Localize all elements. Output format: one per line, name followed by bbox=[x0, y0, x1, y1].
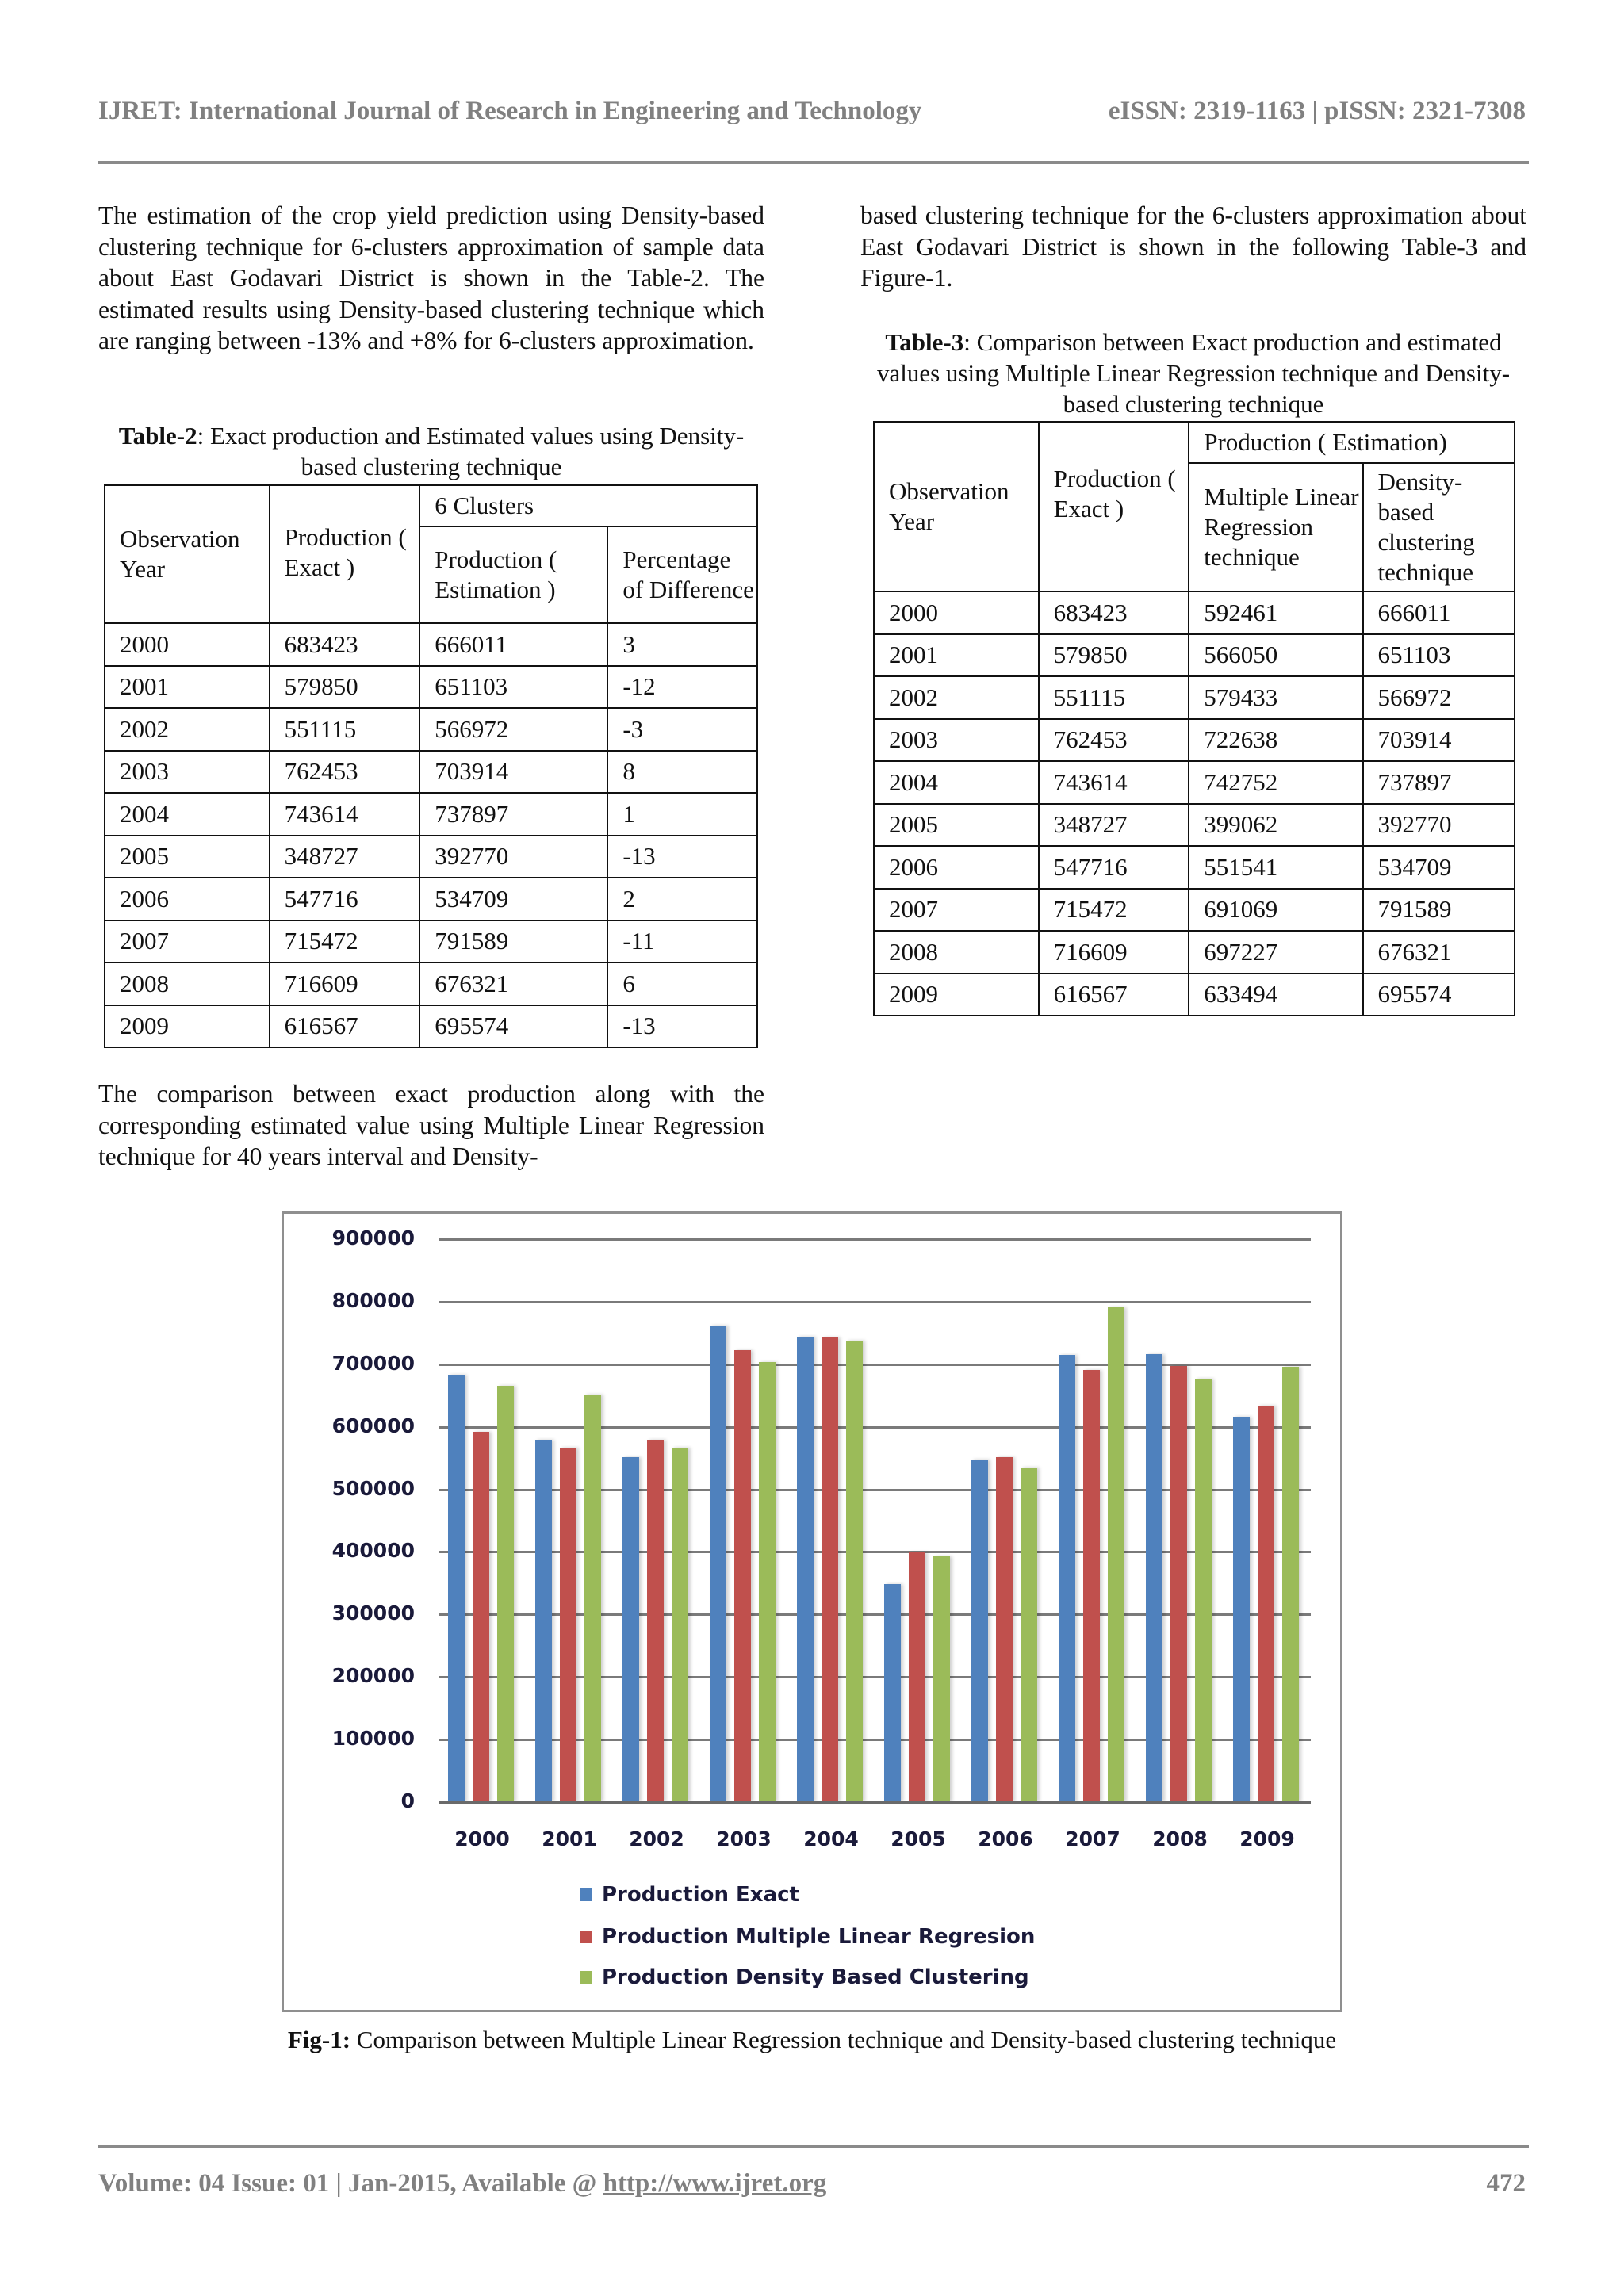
table3-cell-exact: 715472 bbox=[1039, 889, 1189, 932]
y-tick-label: 700000 bbox=[331, 1351, 415, 1375]
table3-cell-mlr: 691069 bbox=[1189, 889, 1362, 932]
bar-dbc-2001 bbox=[584, 1395, 601, 1802]
gridline bbox=[439, 1301, 1311, 1303]
running-header bbox=[98, 97, 1526, 136]
table2-cell-exact: 616567 bbox=[270, 1005, 420, 1048]
table2-cell-pct: -13 bbox=[607, 836, 757, 878]
table2-cell-year: 2007 bbox=[105, 920, 270, 963]
issn-info: eISSN: 2319-1163 | pISSN: 2321-7308 bbox=[1108, 97, 1526, 125]
table2-cell-exact: 579850 bbox=[270, 666, 420, 709]
table2-cell-exact: 683423 bbox=[270, 623, 420, 666]
running-footer bbox=[98, 2169, 1526, 2204]
table3-cell-year: 2001 bbox=[874, 634, 1039, 677]
table2-cell-exact: 743614 bbox=[270, 793, 420, 836]
table2-cell-pct: 1 bbox=[607, 793, 757, 836]
y-tick-label: 200000 bbox=[331, 1664, 415, 1688]
legend-item bbox=[580, 1883, 799, 1907]
legend-item bbox=[580, 1965, 1029, 1989]
table3-cell-mlr: 579433 bbox=[1189, 676, 1362, 719]
table2-cell-year: 2000 bbox=[105, 623, 270, 666]
bar-dbc-2009 bbox=[1282, 1367, 1299, 1802]
table2-cell-estimation: 666011 bbox=[419, 623, 607, 666]
table2-row bbox=[105, 878, 757, 920]
table3-cell-exact: 683423 bbox=[1039, 591, 1189, 634]
table3 bbox=[873, 421, 1515, 1016]
table2-cell-estimation: 695574 bbox=[419, 1005, 607, 1048]
table3-cell-exact: 716609 bbox=[1039, 931, 1189, 974]
x-tick-label: 2003 bbox=[716, 1827, 772, 1850]
table2-caption bbox=[98, 420, 764, 482]
table2-cell-exact: 348727 bbox=[270, 836, 420, 878]
table2-cell-exact: 551115 bbox=[270, 708, 420, 751]
table3-row bbox=[874, 761, 1515, 804]
chart-plot-area bbox=[284, 1214, 1340, 2010]
x-tick-label: 2009 bbox=[1239, 1827, 1295, 1850]
x-tick-label: 2005 bbox=[891, 1827, 946, 1850]
table2-caption-label: Table-2 bbox=[118, 422, 197, 450]
table3-cell-year: 2004 bbox=[874, 761, 1039, 804]
legend-label: Production Multiple Linear Regresion bbox=[602, 1925, 1036, 1949]
table3-cell-year: 2007 bbox=[874, 889, 1039, 932]
figure1-chart bbox=[282, 1211, 1342, 2012]
table2-cell-pct: -13 bbox=[607, 1005, 757, 1048]
table2-row bbox=[105, 708, 757, 751]
table2-header-group: 6 Clusters bbox=[419, 485, 757, 526]
legend-label: Production Density Based Clustering bbox=[602, 1965, 1029, 1989]
table3-cell-dbc: 703914 bbox=[1363, 719, 1515, 762]
table2-header-exact: Production ( Exact ) bbox=[270, 485, 420, 623]
bar-dbc-2005 bbox=[933, 1556, 950, 1802]
table3-row bbox=[874, 634, 1515, 677]
table3-cell-mlr: 592461 bbox=[1189, 591, 1362, 634]
table3-cell-exact: 348727 bbox=[1039, 804, 1189, 847]
x-tick-label: 2000 bbox=[454, 1827, 510, 1850]
table2-cell-estimation: 534709 bbox=[419, 878, 607, 920]
table3-cell-dbc: 695574 bbox=[1363, 974, 1515, 1016]
table3-cell-dbc: 666011 bbox=[1363, 591, 1515, 634]
table2-cell-year: 2006 bbox=[105, 878, 270, 920]
comparison-paragraph: The comparison between exact production along with the corresponding estimated value using Multiple Linear Regression technique for 40 years interval and Density- bbox=[98, 1080, 764, 1170]
table3-cell-mlr: 722638 bbox=[1189, 719, 1362, 762]
table3-cell-year: 2008 bbox=[874, 931, 1039, 974]
y-tick-label: 400000 bbox=[331, 1539, 415, 1563]
table3-caption-text: : Comparison between Exact production and estimated values using Multiple Linear Regression technique and Density-based clustering technique bbox=[876, 328, 1511, 418]
table2-cell-exact: 762453 bbox=[270, 751, 420, 794]
gridline bbox=[439, 1238, 1311, 1241]
bar-exact-2002 bbox=[622, 1457, 639, 1802]
table3-cell-mlr: 566050 bbox=[1189, 634, 1362, 677]
bar-exact-2003 bbox=[710, 1326, 726, 1802]
x-tick-label: 2007 bbox=[1065, 1827, 1120, 1850]
bar-exact-2007 bbox=[1059, 1355, 1075, 1802]
table2-cell-year: 2004 bbox=[105, 793, 270, 836]
bar-dbc-2008 bbox=[1195, 1379, 1212, 1802]
bar-mlr-2008 bbox=[1170, 1366, 1187, 1802]
table2-row bbox=[105, 666, 757, 709]
table3-cell-exact: 551115 bbox=[1039, 676, 1189, 719]
table3-header-group: Production ( Estimation) bbox=[1189, 422, 1515, 463]
table2-cell-pct: -3 bbox=[607, 708, 757, 751]
table2-cell-exact: 547716 bbox=[270, 878, 420, 920]
bar-exact-2000 bbox=[448, 1375, 465, 1802]
table2-cell-estimation: 392770 bbox=[419, 836, 607, 878]
table2-cell-pct: -12 bbox=[607, 666, 757, 709]
legend-swatch-icon bbox=[580, 1931, 592, 1943]
legend-swatch-icon bbox=[580, 1971, 592, 1984]
intro-paragraph: The estimation of the crop yield prediction using Density-based clustering technique for 6-clusters approximation of sample data about East Godavari District is shown in the Table-2. The estimated results using Density-based clustering technique which are ranging between -13% and +8% for 6-clusters approximation. bbox=[98, 201, 764, 354]
bar-dbc-2007 bbox=[1108, 1307, 1124, 1802]
table2-cell-pct: 8 bbox=[607, 751, 757, 794]
table3-row bbox=[874, 591, 1515, 634]
journal-link[interactable]: http://www.ijret.org bbox=[603, 2169, 827, 2198]
figure1-caption-label: Fig-1: bbox=[287, 2026, 351, 2053]
table3-cell-exact: 743614 bbox=[1039, 761, 1189, 804]
table3-header-year: Observation Year bbox=[874, 422, 1039, 591]
table3-caption-label: Table-3 bbox=[885, 328, 964, 356]
table2-row bbox=[105, 962, 757, 1005]
bar-exact-2004 bbox=[797, 1337, 814, 1802]
table3-cell-exact: 547716 bbox=[1039, 846, 1189, 889]
table2-cell-year: 2008 bbox=[105, 962, 270, 1005]
table2-cell-estimation: 676321 bbox=[419, 962, 607, 1005]
bar-dbc-2000 bbox=[497, 1386, 514, 1802]
x-tick-label: 2006 bbox=[978, 1827, 1033, 1850]
y-tick-label: 100000 bbox=[331, 1727, 415, 1751]
table2-header-percentage: Percentage of Difference bbox=[607, 526, 757, 623]
table2-cell-year: 2009 bbox=[105, 1005, 270, 1048]
table2-cell-pct: 2 bbox=[607, 878, 757, 920]
bar-dbc-2002 bbox=[672, 1448, 688, 1802]
table3-cell-exact: 616567 bbox=[1039, 974, 1189, 1016]
table2-cell-pct: 6 bbox=[607, 962, 757, 1005]
table3-cell-mlr: 399062 bbox=[1189, 804, 1362, 847]
bar-dbc-2006 bbox=[1021, 1468, 1037, 1802]
bar-exact-2006 bbox=[971, 1460, 988, 1802]
bar-mlr-2004 bbox=[822, 1337, 838, 1802]
footer-rule bbox=[98, 2145, 1529, 2148]
bar-mlr-2000 bbox=[473, 1432, 489, 1802]
bar-mlr-2005 bbox=[909, 1552, 925, 1802]
table3-cell-mlr: 551541 bbox=[1189, 846, 1362, 889]
table2-cell-exact: 715472 bbox=[270, 920, 420, 963]
x-axis-line bbox=[439, 1801, 1311, 1804]
bar-exact-2009 bbox=[1233, 1417, 1250, 1802]
table3-cell-year: 2009 bbox=[874, 974, 1039, 1016]
table3-cell-year: 2006 bbox=[874, 846, 1039, 889]
table2 bbox=[104, 484, 758, 1048]
table3-row bbox=[874, 719, 1515, 762]
table3-header-mlr: Multiple Linear Regression technique bbox=[1189, 463, 1362, 591]
table3-row bbox=[874, 846, 1515, 889]
table2-cell-year: 2001 bbox=[105, 666, 270, 709]
bar-exact-2005 bbox=[884, 1584, 901, 1802]
bar-mlr-2003 bbox=[734, 1350, 751, 1802]
table2-cell-estimation: 566972 bbox=[419, 708, 607, 751]
table3-cell-dbc: 651103 bbox=[1363, 634, 1515, 677]
table3-cell-year: 2005 bbox=[874, 804, 1039, 847]
table3-cell-dbc: 392770 bbox=[1363, 804, 1515, 847]
table3-caption bbox=[860, 327, 1526, 419]
table3-cell-dbc: 737897 bbox=[1363, 761, 1515, 804]
table2-row bbox=[105, 751, 757, 794]
bar-mlr-2009 bbox=[1258, 1406, 1274, 1802]
y-tick-label: 0 bbox=[400, 1789, 415, 1812]
table2-cell-exact: 716609 bbox=[270, 962, 420, 1005]
bar-mlr-2002 bbox=[647, 1440, 664, 1802]
table3-cell-year: 2000 bbox=[874, 591, 1039, 634]
table2-caption-text: : Exact production and Estimated values using Density-based clustering technique bbox=[197, 422, 745, 480]
table3-row bbox=[874, 889, 1515, 932]
table3-cell-exact: 579850 bbox=[1039, 634, 1189, 677]
table2-cell-pct: 3 bbox=[607, 623, 757, 666]
bar-exact-2001 bbox=[535, 1440, 552, 1802]
table3-cell-year: 2002 bbox=[874, 676, 1039, 719]
continuation-paragraph: based clustering technique for the 6-clusters approximation about East Godavari District is shown in the following Table-3 and Figure-1. bbox=[860, 201, 1526, 292]
table3-cell-year: 2003 bbox=[874, 719, 1039, 762]
table2-row bbox=[105, 1005, 757, 1048]
legend-swatch-icon bbox=[580, 1888, 592, 1901]
table3-header-exact: Production ( Exact ) bbox=[1039, 422, 1189, 591]
table2-cell-year: 2003 bbox=[105, 751, 270, 794]
page-number: 472 bbox=[1486, 2169, 1526, 2198]
table2-cell-pct: -11 bbox=[607, 920, 757, 963]
bar-exact-2008 bbox=[1146, 1354, 1162, 1802]
table3-cell-dbc: 534709 bbox=[1363, 846, 1515, 889]
table2-cell-estimation: 791589 bbox=[419, 920, 607, 963]
x-tick-label: 2008 bbox=[1152, 1827, 1208, 1850]
header-rule bbox=[98, 161, 1529, 164]
table2-row bbox=[105, 836, 757, 878]
table2-cell-estimation: 737897 bbox=[419, 793, 607, 836]
table2-header-year: Observation Year bbox=[105, 485, 270, 623]
y-tick-label: 600000 bbox=[331, 1414, 415, 1437]
table2-cell-year: 2005 bbox=[105, 836, 270, 878]
table3-row bbox=[874, 931, 1515, 974]
figure1-caption-text: Comparison between Multiple Linear Regression technique and Density-based clustering technique bbox=[350, 2026, 1337, 2053]
table3-cell-dbc: 676321 bbox=[1363, 931, 1515, 974]
bar-mlr-2007 bbox=[1083, 1370, 1100, 1802]
legend-item bbox=[580, 1925, 1035, 1949]
table3-cell-exact: 762453 bbox=[1039, 719, 1189, 762]
table3-row bbox=[874, 974, 1515, 1016]
table2-cell-year: 2002 bbox=[105, 708, 270, 751]
figure1-caption bbox=[98, 2024, 1526, 2055]
table2-header-estimation: Production ( Estimation ) bbox=[419, 526, 607, 623]
table3-cell-dbc: 566972 bbox=[1363, 676, 1515, 719]
legend-label: Production Exact bbox=[602, 1883, 799, 1907]
bar-mlr-2006 bbox=[996, 1457, 1013, 1802]
table3-cell-dbc: 791589 bbox=[1363, 889, 1515, 932]
journal-title: IJRET: International Journal of Research in Engineering and Technology bbox=[98, 97, 922, 125]
y-tick-label: 800000 bbox=[331, 1288, 415, 1312]
x-tick-label: 2002 bbox=[629, 1827, 684, 1850]
table3-row bbox=[874, 676, 1515, 719]
table3-header-dbc: Density-based clustering technique bbox=[1363, 463, 1515, 591]
y-tick-label: 300000 bbox=[331, 1601, 415, 1625]
table3-cell-mlr: 742752 bbox=[1189, 761, 1362, 804]
x-tick-label: 2001 bbox=[542, 1827, 597, 1850]
table2-cell-estimation: 703914 bbox=[419, 751, 607, 794]
y-tick-label: 500000 bbox=[331, 1476, 415, 1500]
table2-row bbox=[105, 623, 757, 666]
table2-row bbox=[105, 920, 757, 963]
bar-dbc-2004 bbox=[846, 1341, 863, 1802]
table2-cell-estimation: 651103 bbox=[419, 666, 607, 709]
x-tick-label: 2004 bbox=[803, 1827, 859, 1850]
y-tick-label: 900000 bbox=[331, 1226, 415, 1249]
volume-info: Volume: 04 Issue: 01 | Jan-2015, Available @ http://www.ijret.org bbox=[98, 2169, 827, 2198]
table2-row bbox=[105, 793, 757, 836]
bar-dbc-2003 bbox=[759, 1362, 776, 1802]
table3-cell-mlr: 633494 bbox=[1189, 974, 1362, 1016]
bar-mlr-2001 bbox=[560, 1448, 576, 1802]
table3-row bbox=[874, 804, 1515, 847]
table3-cell-mlr: 697227 bbox=[1189, 931, 1362, 974]
